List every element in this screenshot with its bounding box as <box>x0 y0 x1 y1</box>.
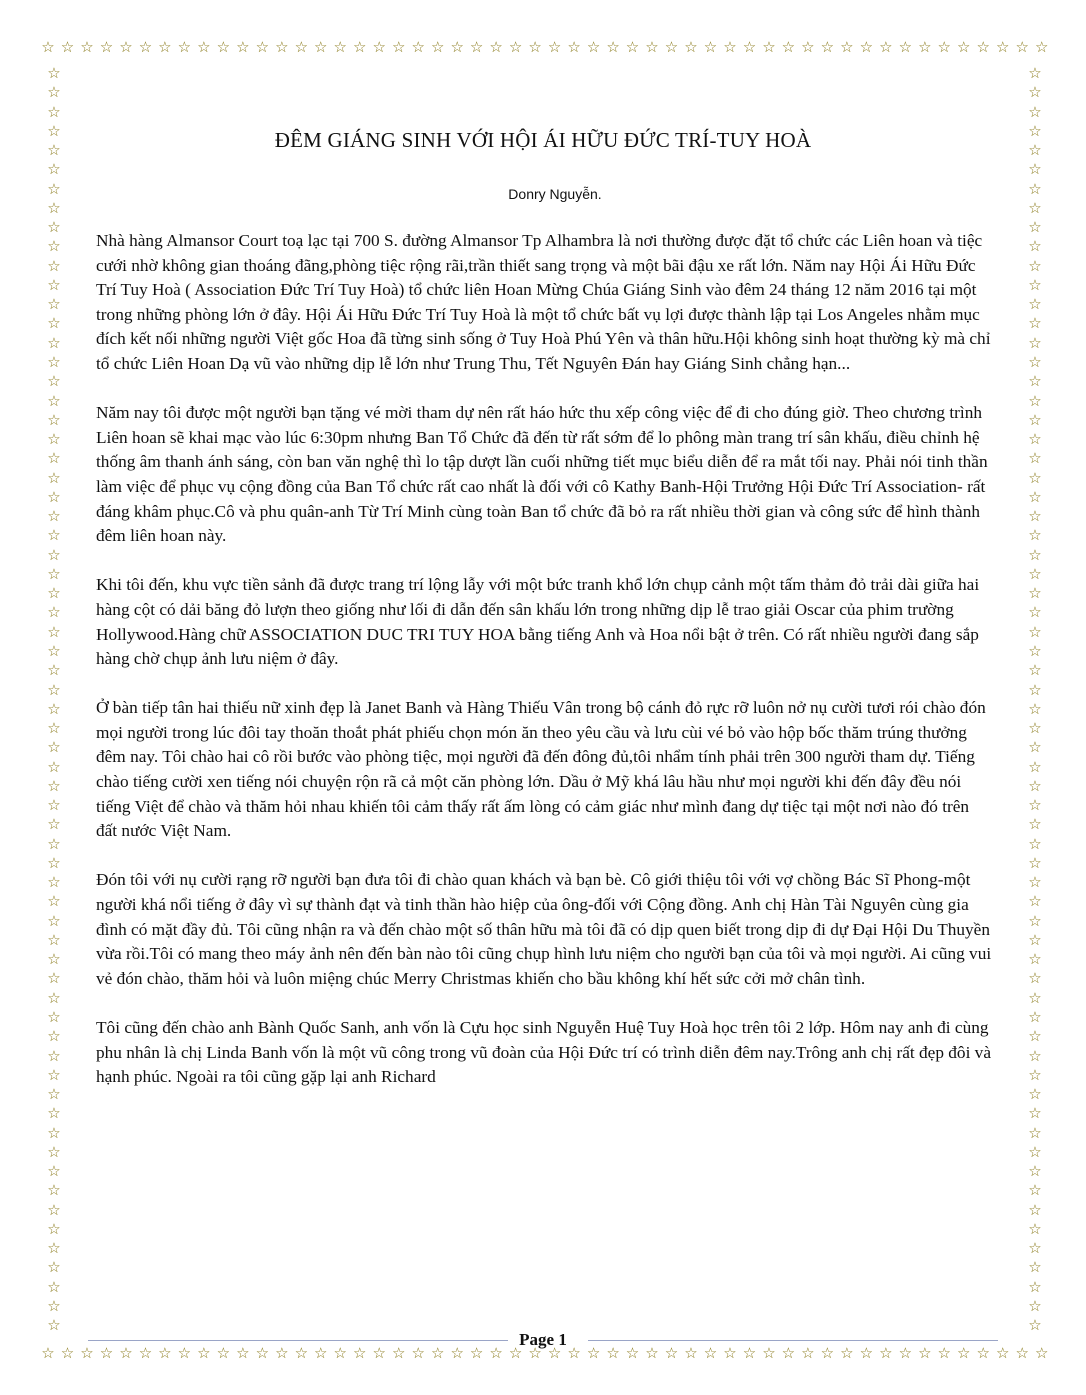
star-icon: ☆ <box>177 38 192 56</box>
star-icon: ☆ <box>1028 1219 1042 1238</box>
paragraph: Ở bàn tiếp tân hai thiếu nữ xinh đẹp là Janet Banh và Hàng Thiếu Vân trong bộ cánh đỏ rực rỡ luôn nở nụ cười tươi rói chào đón mọi người trong lúc đôi tay thoăn thoắt phát phiếu chọn món ăn theo yêu cầu và lưu cùi vé bỏ vào hộp bốc thăm trúng thưởng đêm nay. Tôi chào hai cô rồi bước vào phòng tiệc, mọi người đã đến đông đủ,tôi nhẩm tính phải trên 300 người tham dự. Tiếng chào tiếng cười xen tiếng nói chuyện rộn rã cả một căn phòng lớn. Dầu ở Mỹ khá lâu hầu như mọi người khi đến đây đều nói tiếng Việt để chào và thăm hỏi nhau khiến tôi cảm thấy rất ấm lòng có cảm giác như mình đang dự tiệc tại một nơi nào đó trên đất nước Việt Nam. <box>96 698 986 841</box>
star-icon: ☆ <box>1028 564 1042 583</box>
star-icon: ☆ <box>1028 1104 1042 1123</box>
author-byline: Donry Nguyễn. <box>508 186 602 202</box>
star-icon: ☆ <box>255 38 270 56</box>
star-icon: ☆ <box>567 1344 581 1362</box>
star-icon: ☆ <box>508 1344 523 1362</box>
star-icon: ☆ <box>1028 950 1042 969</box>
star-icon: ☆ <box>1028 545 1042 564</box>
star-icon: ☆ <box>1015 38 1029 56</box>
star-icon: ☆ <box>216 1344 231 1362</box>
star-icon: ☆ <box>957 1344 971 1362</box>
star-border-right <box>1027 66 1043 1334</box>
star-icon: ☆ <box>1028 796 1042 815</box>
star-icon: ☆ <box>47 603 61 622</box>
star-icon: ☆ <box>1028 680 1042 699</box>
star-icon: ☆ <box>47 853 61 872</box>
star-icon: ☆ <box>47 622 61 641</box>
star-icon: ☆ <box>489 1344 503 1362</box>
star-icon: ☆ <box>314 1344 328 1362</box>
star-icon: ☆ <box>119 1344 133 1362</box>
star-icon: ☆ <box>450 38 464 56</box>
star-icon: ☆ <box>47 892 61 911</box>
star-icon: ☆ <box>528 38 542 56</box>
paragraph: Đón tôi với nụ cười rạng rỡ người bạn đưa tôi đi chào quan khách và bạn bè. Cô giới thiệu tôi với vợ chồng Bác Sĩ Phong-một người khá nổi tiếng ở đây vì sự thành đạt và tinh thần hào hiệp của ông-đối với Cộng đồng. Anh chị Hàn Tài Nguyên cùng gia đình có mặt đầy đủ. Tôi cũng nhận ra và đến chào một số thân hữu mà tôi đã có dịp quen biết trong dịp đi dự Đại Hội Du Thuyền vừa rồi.Tôi có mang theo máy ảnh nên đến bàn nào tôi cũng chụp hình lưu niệm cho người bạn của tôi và mọi người. Ai cũng vui vẻ đón chào, thăm hỏi và luôn miệng chúc Merry Christmas khiến cho bầu không khí hết sức cởi mở chân tình. <box>96 870 992 988</box>
star-icon: ☆ <box>47 64 61 82</box>
star-icon: ☆ <box>625 1344 640 1362</box>
star-icon: ☆ <box>1028 1258 1042 1277</box>
star-icon: ☆ <box>1028 526 1042 545</box>
star-icon: ☆ <box>1034 1344 1049 1362</box>
star-icon: ☆ <box>1028 1008 1042 1027</box>
star-icon: ☆ <box>47 314 61 333</box>
star-icon: ☆ <box>1028 410 1042 429</box>
star-icon: ☆ <box>41 38 55 56</box>
star-icon: ☆ <box>47 738 61 757</box>
star-icon: ☆ <box>840 1344 854 1362</box>
star-icon: ☆ <box>99 1344 114 1362</box>
star-icon: ☆ <box>372 38 386 56</box>
star-icon: ☆ <box>47 564 61 583</box>
star-icon: ☆ <box>1028 198 1042 217</box>
star-icon: ☆ <box>236 1344 250 1362</box>
star-icon: ☆ <box>898 1344 913 1362</box>
star-icon: ☆ <box>918 38 932 56</box>
star-icon: ☆ <box>47 102 61 121</box>
star-icon: ☆ <box>275 38 289 56</box>
star-icon: ☆ <box>859 38 874 56</box>
star-icon: ☆ <box>976 38 990 56</box>
star-icon: ☆ <box>47 719 61 738</box>
star-icon: ☆ <box>47 950 61 969</box>
star-icon: ☆ <box>1028 102 1042 121</box>
star-icon: ☆ <box>47 218 61 237</box>
star-icon: ☆ <box>47 295 61 314</box>
star-icon: ☆ <box>1028 757 1042 776</box>
star-icon: ☆ <box>47 873 61 892</box>
star-icon: ☆ <box>119 38 133 56</box>
star-icon: ☆ <box>47 1316 61 1335</box>
star-icon: ☆ <box>996 1344 1010 1362</box>
star-icon: ☆ <box>586 1344 601 1362</box>
star-icon: ☆ <box>99 38 114 56</box>
star-icon: ☆ <box>1028 64 1042 82</box>
star-icon: ☆ <box>47 198 61 217</box>
star-icon: ☆ <box>742 1344 757 1362</box>
star-icon: ☆ <box>47 237 61 256</box>
star-icon: ☆ <box>47 1181 61 1200</box>
star-icon: ☆ <box>47 391 61 410</box>
star-icon: ☆ <box>255 1344 270 1362</box>
star-icon: ☆ <box>177 1344 192 1362</box>
star-icon: ☆ <box>47 1123 61 1142</box>
star-icon: ☆ <box>859 1344 874 1362</box>
star-icon: ☆ <box>703 1344 718 1362</box>
star-icon: ☆ <box>1028 449 1042 468</box>
paragraph: Năm nay tôi được một người bạn tặng vé mời tham dự nên rất háo hức thu xếp công việc để đi cho đúng giờ. Theo chương trình Liên hoan sẽ khai mạc vào lúc 6:30pm nhưng Ban Tổ Chức đã đến từ rất sớm để lo phông màn trang trí sân khấu, điều chỉnh hệ thống âm thanh ánh sáng, còn ban văn nghệ thì lo tập dượt lần cuối những tiết mục biểu diễn để ra mắt tối nay. Phải nói tinh thần làm việc để phục vụ cộng đồng của Ban Tổ chức rất cao nhất là đối với cô Kathy Banh-Hội Trưởng Hội Đức Trí Association- rất đáng khâm phục.Cô và phu quân-anh Từ Trí Minh cùng toàn Ban tổ chức đã bỏ ra rất nhiều thời gian và công sức để hình thành đêm liên hoan này. <box>96 403 988 546</box>
star-icon: ☆ <box>1034 38 1049 56</box>
star-icon: ☆ <box>391 1344 406 1362</box>
star-icon: ☆ <box>47 410 61 429</box>
star-icon: ☆ <box>47 988 61 1007</box>
star-icon: ☆ <box>1028 295 1042 314</box>
star-icon: ☆ <box>1028 1239 1042 1258</box>
star-icon: ☆ <box>1028 430 1042 449</box>
star-icon: ☆ <box>957 38 971 56</box>
star-icon: ☆ <box>1028 275 1042 294</box>
star-icon: ☆ <box>469 38 484 56</box>
star-icon: ☆ <box>47 834 61 853</box>
star-icon: ☆ <box>1028 834 1042 853</box>
star-icon: ☆ <box>47 661 61 680</box>
star-icon: ☆ <box>1028 930 1042 949</box>
star-icon: ☆ <box>664 1344 679 1362</box>
star-icon: ☆ <box>41 1344 55 1362</box>
star-icon: ☆ <box>1028 1316 1042 1335</box>
paragraph: Khi tôi đến, khu vực tiền sảnh đã được trang trí lộng lẫy với một bức tranh khổ lớn chụp cảnh một tấm thảm đỏ trải dài giữa hai hàng cột có dải băng đỏ lượn theo giống như lối đi dẫn đến sân khấu lớn trong những dịp lễ trao giải Oscar của phim trường Hollywood.Hàng chữ ASSOCIATION DUC TRI TUY HOA bằng tiếng Anh và Hoa nổi bật ở trên. Có rất nhiều người đang sắp hàng chờ chụp ảnh lưu niệm ở đây. <box>96 575 980 669</box>
star-icon: ☆ <box>898 38 913 56</box>
star-icon: ☆ <box>1028 853 1042 872</box>
star-icon: ☆ <box>47 83 61 102</box>
star-icon: ☆ <box>723 1344 737 1362</box>
star-icon: ☆ <box>47 468 61 487</box>
star-icon: ☆ <box>47 1008 61 1027</box>
star-icon: ☆ <box>606 1344 620 1362</box>
star-icon: ☆ <box>197 38 211 56</box>
star-icon: ☆ <box>1028 815 1042 834</box>
star-icon: ☆ <box>918 1344 932 1362</box>
star-icon: ☆ <box>411 38 425 56</box>
star-icon: ☆ <box>1028 83 1042 102</box>
star-icon: ☆ <box>60 38 75 56</box>
star-icon: ☆ <box>1028 1085 1042 1104</box>
star-icon: ☆ <box>47 449 61 468</box>
star-icon: ☆ <box>47 1104 61 1123</box>
star-icon: ☆ <box>1028 468 1042 487</box>
star-icon: ☆ <box>1028 719 1042 738</box>
star-icon: ☆ <box>138 38 153 56</box>
star-icon: ☆ <box>47 1065 61 1084</box>
star-icon: ☆ <box>47 1142 61 1161</box>
star-icon: ☆ <box>801 1344 815 1362</box>
paragraph: Nhà hàng Almansor Court toạ lạc tại 700 S. đường Almansor Tp Alhambra là nơi thường được đặt tổ chức các Liên hoan và tiệc cưới nhờ không gian thoáng đãng,phòng tiệc rộng rãi,trần thiết sang trọng và một bãi đậu xe rất lớn. Năm nay Hội Ái Hữu Đức Trí Tuy Hoà ( Association Đức Trí Tuy Hoà) tổ chức liên Hoan Mừng Chúa Giáng Sinh vào đêm 24 tháng 12 năm 2016 tại một trong những phòng lớn ở đây. Hội Ái Hữu Đức Trí Tuy Hoà là một tổ chức bất vụ lợi được thành lập tại Los Angeles nhằm mục đích kết nối những người Việt gốc Hoa đã từng sinh sống ở Tuy Hoà Phú Yên và thân hữu.Hội không sinh hoạt thường kỳ mà chỉ tổ chức Liên Hoan Dạ vũ vào những dịp lễ lớn như Trung Thu, Tết Nguyên Đán hay Giáng Sinh chẳng hạn... <box>96 231 991 373</box>
star-icon: ☆ <box>80 38 94 56</box>
star-icon: ☆ <box>1028 1142 1042 1161</box>
star-icon: ☆ <box>411 1344 425 1362</box>
star-icon: ☆ <box>1028 622 1042 641</box>
star-icon: ☆ <box>1028 1065 1042 1084</box>
star-icon: ☆ <box>216 38 231 56</box>
star-icon: ☆ <box>47 776 61 795</box>
star-icon: ☆ <box>158 1344 172 1362</box>
star-icon: ☆ <box>1028 603 1042 622</box>
star-icon: ☆ <box>353 38 367 56</box>
star-icon: ☆ <box>47 641 61 660</box>
star-icon: ☆ <box>1028 1162 1042 1181</box>
star-icon: ☆ <box>1028 487 1042 506</box>
star-icon: ☆ <box>430 1344 445 1362</box>
star-icon: ☆ <box>781 1344 796 1362</box>
star-icon: ☆ <box>47 121 61 140</box>
star-icon: ☆ <box>1028 1297 1042 1315</box>
star-icon: ☆ <box>937 1344 951 1362</box>
star-icon: ☆ <box>1028 391 1042 410</box>
star-icon: ☆ <box>47 372 61 391</box>
star-icon: ☆ <box>1028 873 1042 892</box>
star-icon: ☆ <box>528 1344 542 1362</box>
star-icon: ☆ <box>47 526 61 545</box>
star-icon: ☆ <box>586 38 601 56</box>
star-icon: ☆ <box>723 38 737 56</box>
star-icon: ☆ <box>1028 121 1042 140</box>
star-icon: ☆ <box>1028 1123 1042 1142</box>
star-icon: ☆ <box>47 1277 61 1296</box>
star-icon: ☆ <box>1028 333 1042 352</box>
star-icon: ☆ <box>80 1344 94 1362</box>
star-icon: ☆ <box>47 1297 61 1315</box>
star-icon: ☆ <box>1028 738 1042 757</box>
star-icon: ☆ <box>547 1344 562 1362</box>
star-icon: ☆ <box>47 757 61 776</box>
star-icon: ☆ <box>47 179 61 198</box>
star-icon: ☆ <box>47 545 61 564</box>
star-icon: ☆ <box>1028 641 1042 660</box>
star-icon: ☆ <box>996 38 1010 56</box>
star-icon: ☆ <box>1028 1200 1042 1219</box>
star-icon: ☆ <box>684 38 698 56</box>
star-icon: ☆ <box>47 911 61 930</box>
star-icon: ☆ <box>47 1027 61 1046</box>
star-icon: ☆ <box>333 1344 347 1362</box>
star-icon: ☆ <box>333 38 347 56</box>
star-icon: ☆ <box>1028 179 1042 198</box>
star-icon: ☆ <box>47 1219 61 1238</box>
star-icon: ☆ <box>1028 218 1042 237</box>
star-icon: ☆ <box>138 1344 153 1362</box>
star-icon: ☆ <box>47 680 61 699</box>
star-icon: ☆ <box>1028 507 1042 526</box>
document-title: ĐÊM GIÁNG SINH VỚI HỘI ÁI HỮU ĐỨC TRÍ-TUY HOÀ <box>274 128 812 152</box>
star-icon: ☆ <box>47 930 61 949</box>
star-icon: ☆ <box>47 141 61 160</box>
star-icon: ☆ <box>1028 160 1042 179</box>
star-icon: ☆ <box>47 815 61 834</box>
star-icon: ☆ <box>976 1344 990 1362</box>
star-icon: ☆ <box>391 38 406 56</box>
star-icon: ☆ <box>47 1239 61 1258</box>
star-icon: ☆ <box>1028 988 1042 1007</box>
star-icon: ☆ <box>197 1344 211 1362</box>
star-icon: ☆ <box>47 487 61 506</box>
star-icon: ☆ <box>1028 372 1042 391</box>
star-icon: ☆ <box>840 38 854 56</box>
star-icon: ☆ <box>1028 969 1042 988</box>
document-body <box>96 229 992 1114</box>
star-icon: ☆ <box>508 38 523 56</box>
star-icon: ☆ <box>372 1344 386 1362</box>
star-icon: ☆ <box>684 1344 698 1362</box>
star-icon: ☆ <box>1028 892 1042 911</box>
star-icon: ☆ <box>645 1344 659 1362</box>
star-icon: ☆ <box>1028 661 1042 680</box>
star-icon: ☆ <box>47 1162 61 1181</box>
star-icon: ☆ <box>450 1344 464 1362</box>
star-icon: ☆ <box>703 38 718 56</box>
star-icon: ☆ <box>1028 314 1042 333</box>
star-border-left <box>46 66 62 1334</box>
star-icon: ☆ <box>47 699 61 718</box>
star-icon: ☆ <box>47 1085 61 1104</box>
star-icon: ☆ <box>762 1344 776 1362</box>
star-icon: ☆ <box>1028 1277 1042 1296</box>
star-icon: ☆ <box>47 352 61 371</box>
paragraph: Tôi cũng đến chào anh Bành Quốc Sanh, anh vốn là Cựu học sinh Nguyễn Huệ Tuy Hoà học trên tôi 2 lớp. Hôm nay anh đi cùng phu nhân là chị Linda Banh vốn là một vũ công trong vũ đoàn của Hội Đức trí có trình diễn đêm nay.Trông anh chị rất đẹp đôi và hạnh phúc. Ngoài ra tôi cũng gặp lại anh Richard <box>96 1018 991 1087</box>
star-icon: ☆ <box>762 38 776 56</box>
star-icon: ☆ <box>489 38 503 56</box>
star-icon: ☆ <box>1028 776 1042 795</box>
star-icon: ☆ <box>1015 1344 1029 1362</box>
star-icon: ☆ <box>801 38 815 56</box>
star-icon: ☆ <box>47 1046 61 1065</box>
star-icon: ☆ <box>294 38 309 56</box>
star-icon: ☆ <box>781 38 796 56</box>
star-icon: ☆ <box>1028 256 1042 275</box>
star-border-top <box>40 40 1050 55</box>
star-icon: ☆ <box>1028 911 1042 930</box>
star-icon: ☆ <box>430 38 445 56</box>
star-icon: ☆ <box>47 333 61 352</box>
star-icon: ☆ <box>606 38 620 56</box>
star-icon: ☆ <box>47 969 61 988</box>
star-icon: ☆ <box>47 507 61 526</box>
star-icon: ☆ <box>1028 699 1042 718</box>
star-icon: ☆ <box>236 38 250 56</box>
star-icon: ☆ <box>879 38 893 56</box>
star-icon: ☆ <box>1028 1181 1042 1200</box>
star-icon: ☆ <box>820 1344 835 1362</box>
star-icon: ☆ <box>47 584 61 603</box>
star-icon: ☆ <box>1028 1027 1042 1046</box>
star-icon: ☆ <box>625 38 640 56</box>
star-icon: ☆ <box>664 38 679 56</box>
star-icon: ☆ <box>47 1258 61 1277</box>
star-icon: ☆ <box>158 38 172 56</box>
star-icon: ☆ <box>1028 141 1042 160</box>
star-icon: ☆ <box>879 1344 893 1362</box>
star-icon: ☆ <box>47 430 61 449</box>
star-icon: ☆ <box>937 38 951 56</box>
star-icon: ☆ <box>469 1344 484 1362</box>
star-icon: ☆ <box>1028 352 1042 371</box>
page-number: Page 1 <box>519 1330 567 1349</box>
star-icon: ☆ <box>1028 237 1042 256</box>
star-icon: ☆ <box>275 1344 289 1362</box>
star-icon: ☆ <box>1028 1046 1042 1065</box>
star-icon: ☆ <box>547 38 562 56</box>
star-icon: ☆ <box>742 38 757 56</box>
star-icon: ☆ <box>645 38 659 56</box>
star-icon: ☆ <box>567 38 581 56</box>
star-icon: ☆ <box>47 275 61 294</box>
star-icon: ☆ <box>294 1344 309 1362</box>
star-icon: ☆ <box>60 1344 75 1362</box>
star-icon: ☆ <box>353 1344 367 1362</box>
star-icon: ☆ <box>1028 584 1042 603</box>
star-icon: ☆ <box>47 256 61 275</box>
star-icon: ☆ <box>314 38 328 56</box>
star-icon: ☆ <box>47 1200 61 1219</box>
star-icon: ☆ <box>47 796 61 815</box>
star-icon: ☆ <box>47 160 61 179</box>
star-icon: ☆ <box>820 38 835 56</box>
